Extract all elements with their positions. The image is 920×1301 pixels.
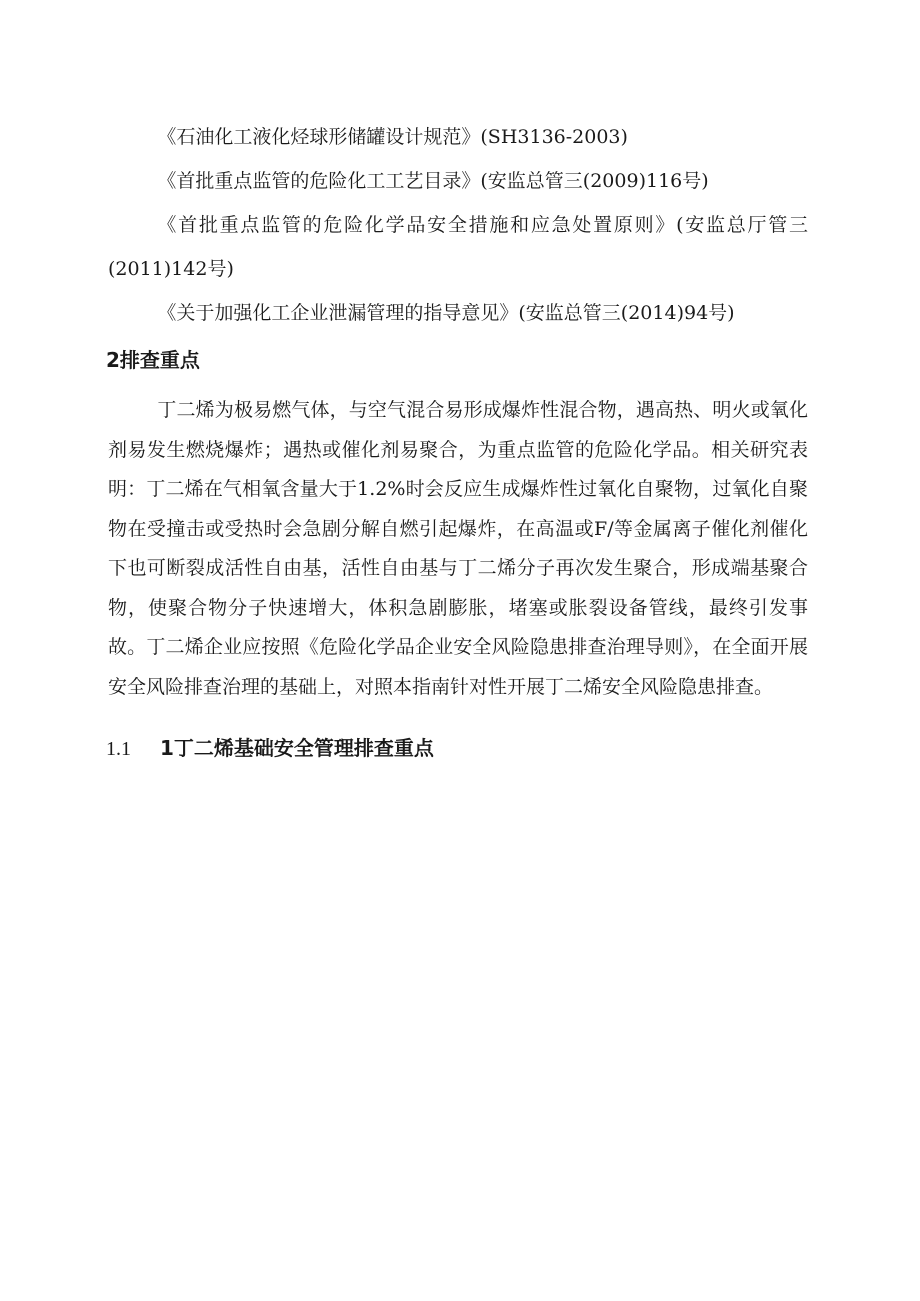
subsection-heading (106, 733, 808, 764)
reference-item: 《关于加强化工企业泄漏管理的指导意见》(安监总管三(2014)94号) (157, 302, 735, 324)
reference-item: 《首批重点监管的危险化工工艺目录》(安监总管三(2009)116号) (157, 170, 709, 192)
section-heading: 2排查重点 (106, 348, 200, 372)
subsection-title: 1丁二烯基础安全管理排查重点 (160, 736, 434, 760)
document-page (108, 115, 808, 764)
reference-item: 《首批重点监管的危险化学品安全措施和应急处置原则》(安监总厅管三(2011)142号) (108, 214, 808, 280)
reference-item: 《石油化工液化烃球形储罐设计规范》(SH3136-2003) (157, 126, 628, 148)
subsection-number: 1.1 (106, 738, 131, 760)
body-paragraph: 丁二烯为极易燃气体，与空气混合易形成爆炸性混合物，遇高热、明火或氧化剂易发生燃烧爆炸；遇热或催化剂易聚合，为重点监管的危险化学品。相关研究表明：丁二烯在气相氧含量大于1.2%时会反应生成爆炸性过氧化自聚物，过氧化自聚物在受撞击或受热时会急剧分解自燃引起爆炸，在高温或F/等金属离子催化剂催化下也可断裂成活性自由基，活性自由基与丁二烯分子再次发生聚合，形成端基聚合物，使聚合物分子快速增大，体积急剧膨胀，堵塞或胀裂设备管线，最终引发事故。丁二烯企业应按照《危险化学品企业安全风险隐患排查治理导则》，在全面开展安全风险排查治理的基础上，对照本指南针对性开展丁二烯安全风险隐患排查。 (108, 399, 808, 698)
